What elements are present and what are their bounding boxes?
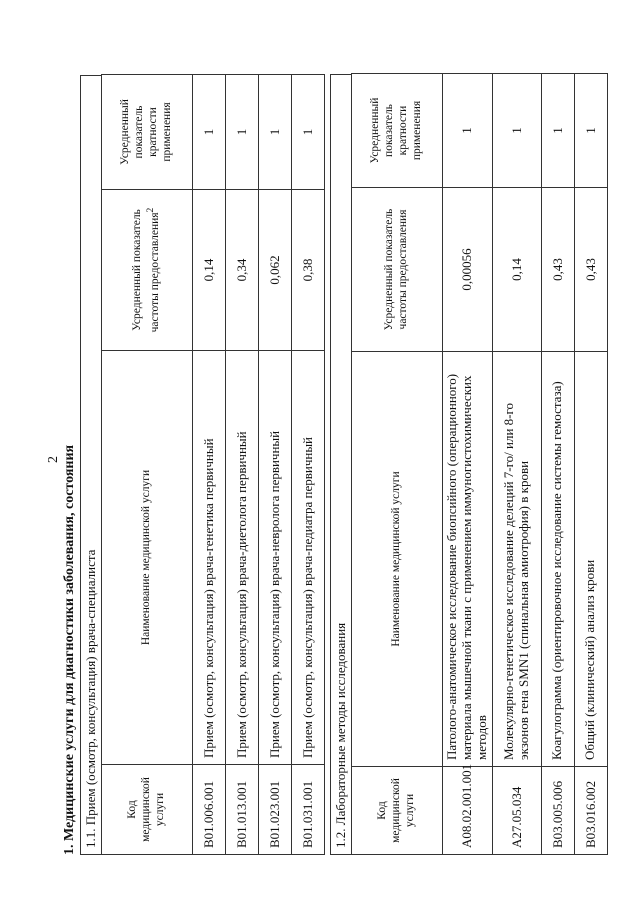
table-row bbox=[492, 74, 541, 855]
service-code: B01.031.001 bbox=[292, 765, 325, 855]
header-multiplicity: Усредненный показатель кратности применения bbox=[352, 74, 443, 188]
service-name: Коагулограмма (ориентировочное исследование системы гемостаза) bbox=[541, 352, 574, 767]
services-table bbox=[101, 74, 325, 855]
service-code: A08.02.001.001 bbox=[443, 767, 493, 855]
multiplicity-value: 1 bbox=[259, 75, 292, 190]
frequency-value: 0,38 bbox=[292, 190, 325, 351]
table-row bbox=[292, 75, 325, 855]
service-name: Патолого-анатомическое исследование биопсийного (операционного) материала мышечной ткани с применением иммуногистохимических методов bbox=[443, 352, 493, 767]
service-code: B03.005.006 bbox=[541, 767, 574, 855]
header-name: Наименование медицинской услуги bbox=[352, 352, 443, 767]
table-row bbox=[443, 74, 493, 855]
section-laboratory-methods bbox=[330, 74, 608, 855]
frequency-value: 0,34 bbox=[226, 190, 259, 351]
frequency-value: 0,43 bbox=[541, 188, 574, 352]
section-title: 1.2. Лабораторные методы исследования bbox=[330, 74, 351, 855]
table-header-row bbox=[102, 75, 193, 855]
multiplicity-value: 1 bbox=[541, 74, 574, 188]
table-row bbox=[574, 74, 607, 855]
service-code: B01.013.001 bbox=[226, 765, 259, 855]
multiplicity-value: 1 bbox=[574, 74, 607, 188]
multiplicity-value: 1 bbox=[443, 74, 493, 188]
header-frequency: Усредненный показатель частоты предоставления$^2$ bbox=[102, 190, 193, 351]
frequency-value: 0,14 bbox=[193, 190, 226, 351]
section-title: 1.1. Прием (осмотр, консультация) врача-специалиста bbox=[80, 75, 101, 855]
service-code: B01.006.001 bbox=[193, 765, 226, 855]
frequency-value: 0,14 bbox=[492, 188, 541, 352]
service-name: Молекулярно-генетическое исследование делеций 7-го/ или 8-го экзонов гена SMN1 (спинальная амиотрофия) в крови bbox=[492, 352, 541, 767]
table-row bbox=[193, 75, 226, 855]
service-name: Общий (клинический) анализ крови bbox=[574, 352, 607, 767]
table-row bbox=[226, 75, 259, 855]
multiplicity-value: 1 bbox=[193, 75, 226, 190]
service-code: B01.023.001 bbox=[259, 765, 292, 855]
service-name: Прием (осмотр, консультация) врача-невролога первичный bbox=[259, 351, 292, 765]
frequency-value: 0,00056 bbox=[443, 188, 493, 352]
frequency-value: 0,43 bbox=[574, 188, 607, 352]
frequency-value: 0,062 bbox=[259, 190, 292, 351]
service-code: B03.016.002 bbox=[574, 767, 607, 855]
table-row bbox=[541, 74, 574, 855]
multiplicity-value: 1 bbox=[226, 75, 259, 190]
service-name: Прием (осмотр, консультация) врача-педиатра первичный bbox=[292, 351, 325, 765]
table-header-row bbox=[352, 74, 443, 855]
service-name: Прием (осмотр, консультация) врача-генетика первичный bbox=[193, 351, 226, 765]
service-code: A27.05.034 bbox=[492, 767, 541, 855]
multiplicity-value: 1 bbox=[292, 75, 325, 190]
service-name: Прием (осмотр, консультация) врача-диетолога первичный bbox=[226, 351, 259, 765]
page-number: 2 bbox=[46, 456, 61, 463]
header-code: Код медицинской услуги bbox=[352, 767, 443, 855]
footnote-marker: 2 bbox=[145, 207, 157, 213]
table-row bbox=[259, 75, 292, 855]
header-frequency: Усредненный показатель частоты предоставления bbox=[352, 188, 443, 352]
document-heading: 1. Медицинские услуги для диагностики заболевания, состояния bbox=[62, 444, 77, 855]
header-name: Наименование медицинской услуги bbox=[102, 351, 193, 765]
services-table bbox=[351, 73, 608, 855]
header-code: Код медицинской услуги bbox=[102, 765, 193, 855]
multiplicity-value: 1 bbox=[492, 74, 541, 188]
section-specialist-consultation bbox=[80, 75, 325, 855]
header-multiplicity: Усредненный показатель кратности применения bbox=[102, 75, 193, 190]
